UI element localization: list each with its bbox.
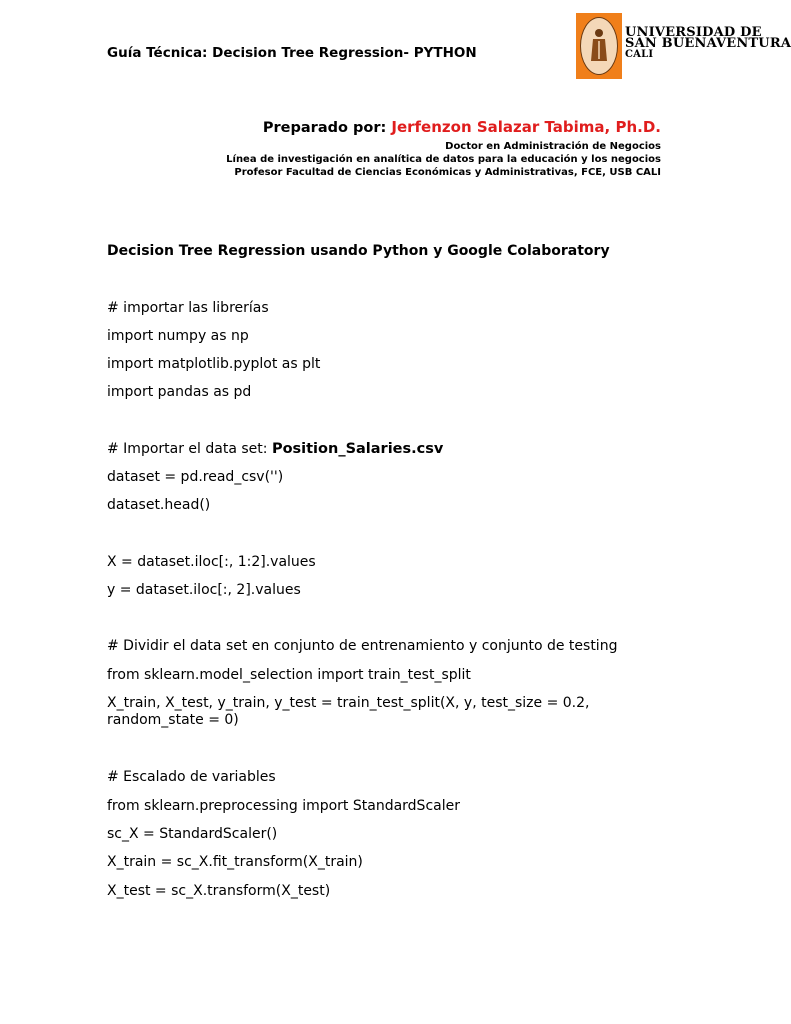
code-line: X_test = sc_X.transform(X_test) — [107, 883, 331, 899]
code-line: sc_X = StandardScaler() — [107, 826, 278, 842]
author-credential: Profesor Facultad de Ciencias Económicas y Administrativas, FCE, USB CALI — [234, 167, 661, 178]
university-name-line2: SAN BUENAVENTURA — [625, 36, 791, 51]
code-line: X_train, X_test, y_train, y_test = train_test_split(X, y, test_size = 0.2, random_state = 0) — [107, 695, 590, 728]
code-line: y = dataset.iloc[:, 2].values — [107, 582, 301, 598]
university-seal-icon — [576, 13, 622, 79]
author-credential: Doctor en Administración de Negocios — [445, 141, 661, 152]
code-line: dataset = pd.read_csv('') — [107, 469, 284, 485]
code-line: X_train = sc_X.fit_transform(X_train) — [107, 854, 363, 870]
prepared-by-label: Preparado por: — [262, 120, 387, 136]
author-block — [226, 118, 661, 179]
author-credential: Línea de investigación en analítica de datos para la educación y los negocios — [226, 154, 661, 165]
code-line: import pandas as pd — [107, 384, 252, 400]
code-line — [107, 441, 443, 458]
section-title: Decision Tree Regression usando Python y Google Colaboratory — [107, 243, 610, 259]
prepared-by-line — [226, 118, 661, 136]
code-line: # Escalado de variables — [107, 769, 276, 785]
code-line: from sklearn.preprocessing import StandardScaler — [107, 798, 460, 814]
university-name-line1: UNIVERSIDAD DE — [625, 25, 762, 40]
author-name: Jerfenzon Salazar Tabima, Ph.D. — [391, 118, 661, 136]
code-line: import numpy as np — [107, 328, 249, 344]
code-line: dataset.head() — [107, 497, 211, 513]
code-line: # Dividir el data set en conjunto de entrenamiento y conjunto de testing — [107, 638, 618, 654]
university-logo — [576, 13, 791, 79]
university-name-line3: CALI — [625, 49, 654, 60]
code-line: X = dataset.iloc[:, 1:2].values — [107, 554, 316, 570]
document-header-title: Guía Técnica: Decision Tree Regression- PYTHON — [107, 45, 477, 61]
code-line: # importar las librerías — [107, 300, 269, 316]
code-line: import matplotlib.pyplot as plt — [107, 356, 321, 372]
dataset-filename: Position_Salaries.csv — [271, 441, 444, 457]
code-comment: # Importar el data set: — [107, 441, 272, 457]
university-name — [625, 27, 791, 60]
code-line: from sklearn.model_selection import train_test_split — [107, 667, 471, 683]
